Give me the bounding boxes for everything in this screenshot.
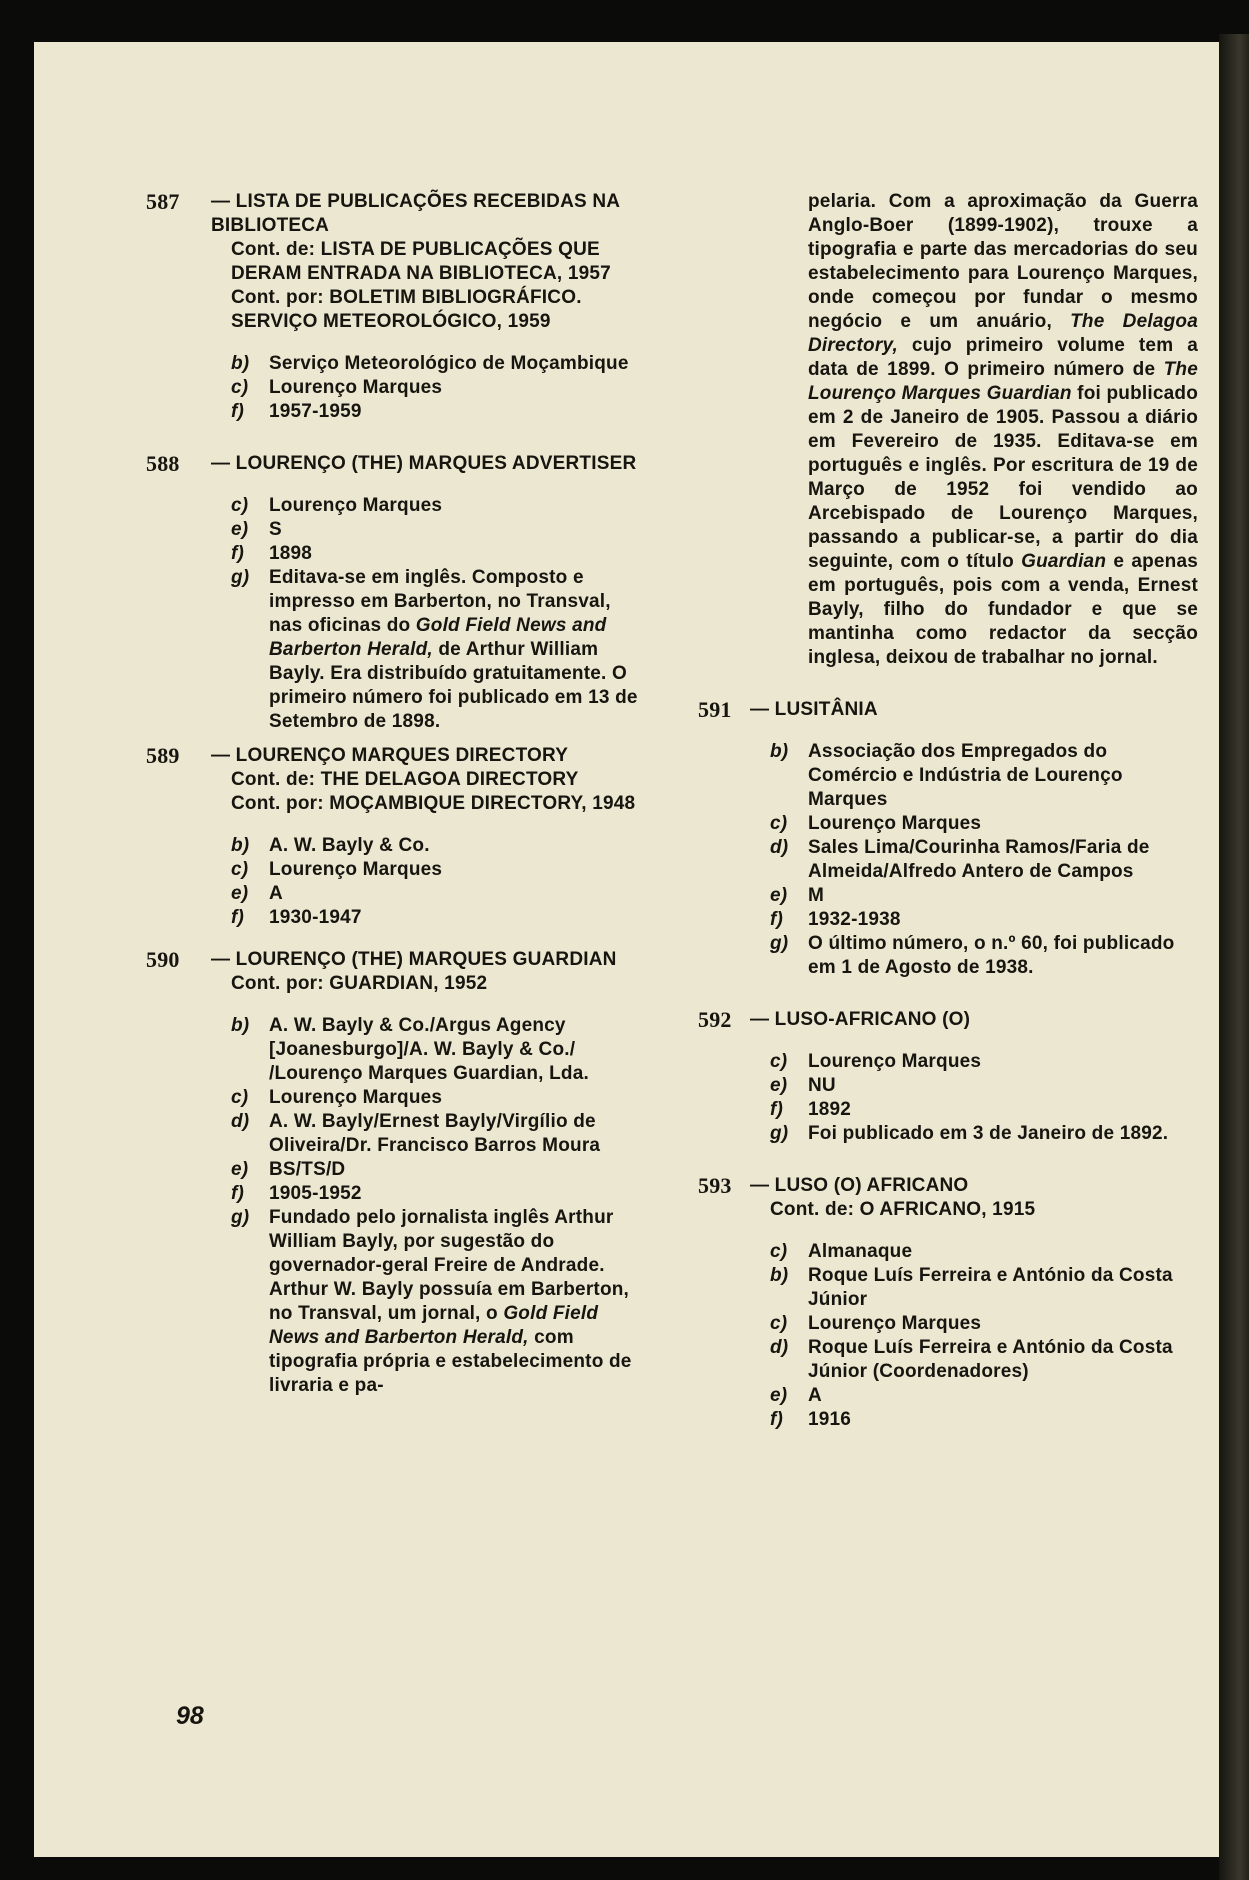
field-b: b) Associação dos Empregados do Comércio e Indústria de Lourenço Marques — [770, 741, 1123, 810]
entry-title: — LUSITÂNIA — [750, 699, 878, 720]
entry-number: 589 — [146, 743, 180, 768]
field-e: e) A — [231, 883, 283, 904]
entry-590-continuation: pelaria. Com a aproximação da Guerra Anglo-Boer (1899-1902), trouxe a tipografia e parte das mercadorias do seu estabelecimento para Lourenço Marques, onde começou por fundar o mesmo negócio e um anuário, The Delagoa Directory, cujo primeiro volume tem a data de 1899. O primeiro número de The Lourenço Marques Guardian foi publicado em 2 de Janeiro de 1905. Passou a diário em Fevereiro de 1935. Editava-se em português e inglês. Por escritura de 19 de Março de 1952 foi vendido ao Arcebispado de Lourenço Marques, passando a publicar-se, a partir do dia seguinte, com o título Guardian e apenas em português, pois com a venda, Ernest Bayly, filho do fundador e que se mantinha como redactor da secção inglesa, deixou de trabalhar no jornal. — [808, 191, 1199, 668]
field-b: b) Serviço Meteorológico de Moçambique — [231, 353, 629, 374]
field-e: e) NU — [770, 1075, 836, 1096]
field-c: c) Lourenço Marques — [231, 377, 443, 398]
field-b: b) A. W. Bayly & Co. — [231, 835, 430, 856]
entry-title: — LOURENÇO (THE) MARQUES GUARDIAN — [211, 949, 617, 970]
field-e: e) S — [231, 519, 282, 540]
continued-by: Cont. por: BOLETIM BIBLIOGRÁFICO. SERVIÇO METEOROLÓGICO, 1959 — [231, 287, 582, 332]
entry-590 — [146, 948, 646, 1398]
entry-588 — [146, 452, 646, 734]
field-c: c) Lourenço Marques — [231, 1087, 443, 1108]
field-f: f) 1892 — [770, 1099, 852, 1120]
field-c: c) Lourenço Marques — [770, 1051, 982, 1072]
entry-number: 587 — [146, 189, 180, 214]
entry-593 — [698, 1174, 1198, 1432]
field-c: c) Lourenço Marques — [770, 1313, 982, 1334]
entry-title: — LUSO (O) AFRICANO — [750, 1175, 969, 1196]
field-f: f) 1916 — [770, 1409, 852, 1430]
continued-by: Cont. por: GUARDIAN, 1952 — [231, 973, 488, 994]
catalog-page — [34, 42, 1219, 1857]
page-edge — [1219, 34, 1249, 1880]
field-g: g) Fundado pelo jornalista inglês Arthur William Bayly, por sugestão do governador-geral Freire de Andrade. Arthur W. Bayly possuía em Barberton, no Transval, um jornal, o Gold Field News and Barberton Herald, com tipografia própria e estabelecimento de livraria e pa- — [231, 1207, 632, 1396]
field-f: f) 1898 — [231, 543, 313, 564]
entry-592 — [698, 1008, 1198, 1146]
continued-from: Cont. de: O AFRICANO, 1915 — [770, 1199, 1036, 1220]
entry-number: 588 — [146, 451, 180, 476]
field-d: d) Roque Luís Ferreira e António da Costa Júnior (Coordenadores) — [770, 1337, 1173, 1382]
page-number: 98 — [176, 1702, 204, 1730]
field-f: f) 1905-1952 — [231, 1183, 362, 1204]
field-b: b) Roque Luís Ferreira e António da Costa Júnior — [770, 1265, 1173, 1310]
entry-number: 592 — [698, 1007, 732, 1032]
entry-number: 590 — [146, 947, 180, 972]
entry-589 — [146, 744, 646, 930]
field-c: c) Lourenço Marques — [231, 859, 443, 880]
field-g: g) Foi publicado em 3 de Janeiro de 1892. — [770, 1123, 1169, 1144]
field-c: c) Lourenço Marques — [770, 813, 982, 834]
entry-number: 591 — [698, 697, 732, 722]
field-d: d) A. W. Bayly/Ernest Bayly/Virgílio de Oliveira/Dr. Francisco Barros Moura — [231, 1111, 601, 1156]
field-f: f) 1957-1959 — [231, 401, 362, 422]
field-d: d) Sales Lima/Courinha Ramos/Faria de Almeida/Alfredo Antero de Campos — [770, 837, 1150, 882]
field-e: e) BS/TS/D — [231, 1159, 346, 1180]
field-g: g) Editava-se em inglês. Composto e impresso em Barberton, no Transval, nas oficinas do Gold Field News and Barberton Herald, de Arthur William Bayly. Era distribuído gratuitamente. O primeiro número foi publicado em 13 de Setembro de 1898. — [231, 567, 638, 732]
entry-title: — LUSO-AFRICANO (O) — [750, 1009, 971, 1030]
right-column — [698, 190, 1198, 1432]
field-f: f) 1930-1947 — [231, 907, 362, 928]
entry-number: 593 — [698, 1173, 732, 1198]
field-c: c) Lourenço Marques — [231, 495, 443, 516]
field-g: g) O último número, o n.º 60, foi publicado em 1 de Agosto de 1938. — [770, 933, 1175, 978]
entry-591 — [698, 698, 1198, 980]
entry-587 — [146, 190, 646, 424]
field-e: e) M — [770, 885, 825, 906]
field-c: c) Almanaque — [770, 1241, 913, 1262]
entry-title: — LOURENÇO MARQUES DIRECTORY — [211, 745, 569, 766]
continued-from: Cont. de: THE DELAGOA DIRECTORY — [231, 769, 579, 790]
continued-from: Cont. de: LISTA DE PUBLICAÇÕES QUE DERAM ENTRADA NA BIBLIOTECA, 1957 — [231, 239, 611, 284]
continued-by: Cont. por: MOÇAMBIQUE DIRECTORY, 1948 — [231, 793, 636, 814]
field-f: f) 1932-1938 — [770, 909, 901, 930]
entry-title: — LOURENÇO (THE) MARQUES ADVERTISER — [211, 453, 637, 474]
field-b: b) A. W. Bayly & Co./Argus Agency [Joanesburgo]/A. W. Bayly & Co./ /Lourenço Marques Guardian, Lda. — [231, 1015, 589, 1084]
entry-title: — LISTA DE PUBLICAÇÕES RECEBIDAS NA BIBLIOTECA — [211, 191, 620, 236]
left-column — [146, 190, 646, 1398]
field-e: e) A — [770, 1385, 822, 1406]
